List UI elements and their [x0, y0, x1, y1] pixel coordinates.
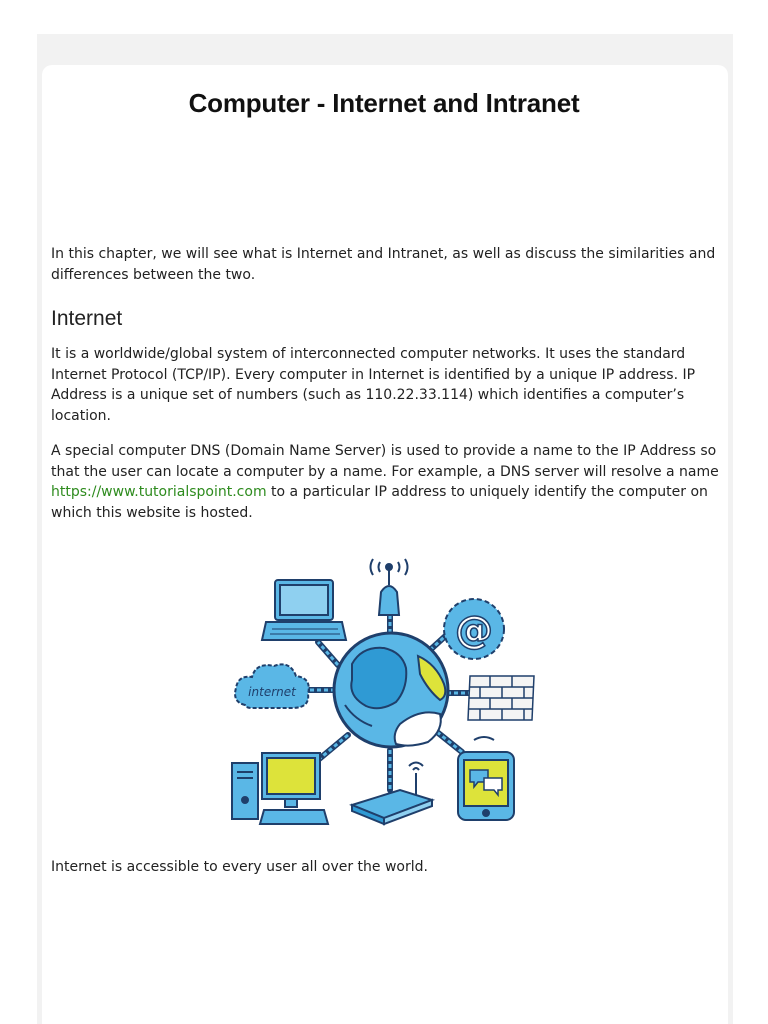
paragraph-text: to a particular IP address to uniquely identify the computer on which this website is hosted. [51, 484, 708, 521]
cloud-icon [235, 664, 309, 708]
page-title: Computer - Internet and Intranet [188, 88, 580, 118]
tutorialspoint-link[interactable]: https://www.tutorialspoint.com [51, 484, 267, 500]
paragraph-text: A special computer DNS (Domain Name Server) is used to provide a name to the IP Address so that the user can locate a computer by a name. For example, a DNS server will resolve a name [51, 443, 719, 480]
intro-paragraph: In this chapter, we will see what is Internet and Intranet, as well as discuss the similarities and differences between the two. [51, 246, 716, 283]
globe-icon [334, 633, 448, 747]
firewall-icon [468, 676, 534, 720]
email-at-icon [444, 599, 504, 659]
internet-paragraph-1: It is a worldwide/global system of interconnected computer networks. It uses the standard Internet Protocol (TCP/IP). Every computer in Internet is identified by a unique IP address. IP Address is a unique set of numbers (such as 110.22.33.114) which identifies a computer’s location. [51, 346, 696, 424]
internet-paragraph-2 [51, 441, 721, 523]
laptop-icon [262, 580, 346, 640]
at-symbol: @ [455, 608, 493, 652]
internet-paragraph-3: Internet is accessible to every user all over the world. [51, 859, 428, 875]
cloud-label: internet [248, 685, 296, 699]
mobile-phone-icon [458, 737, 514, 820]
content-card [42, 65, 728, 1024]
internet-illustration [222, 548, 546, 830]
internet-heading: Internet [51, 307, 123, 330]
antenna-icon [371, 559, 408, 615]
desktop-computer-icon [232, 753, 328, 824]
